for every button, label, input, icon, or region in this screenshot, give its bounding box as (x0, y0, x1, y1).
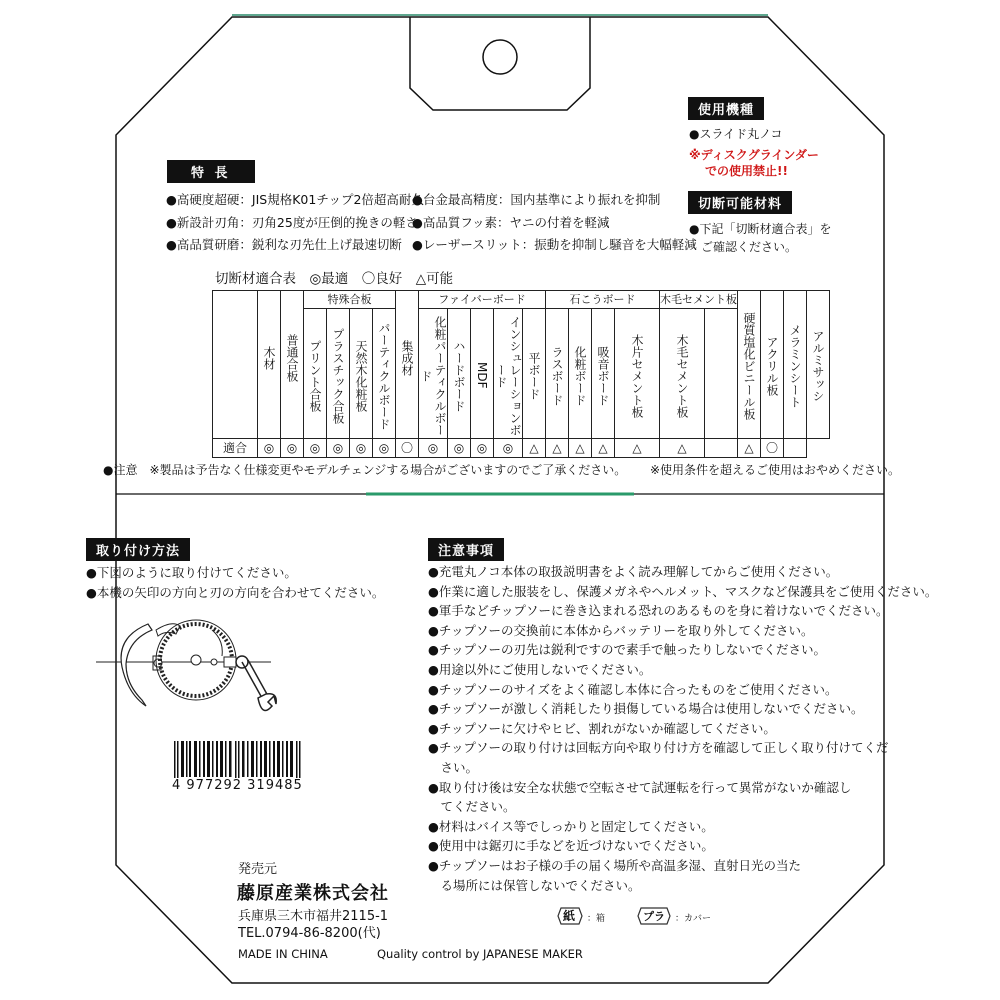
table-header-cell (807, 291, 830, 439)
feature-item: ●レーザースリット：振動を抑制し騒音を大幅軽減 (412, 237, 697, 252)
table-header-cell (738, 291, 761, 439)
column-label: 普通合板 (285, 333, 299, 382)
feature-item: ●高品質フッ素：ヤニの付着を軽減 (412, 214, 610, 230)
group-label: ファイバーボード (419, 291, 546, 309)
mark-cell: ◎ (419, 439, 448, 458)
caution-item: ●取り付け後は安全な状態で空転させて試運転を行って異常がないか確認し (428, 779, 852, 795)
paper-recycle-icon (555, 903, 585, 929)
mark-cell: △ (660, 439, 705, 458)
quality-control: Quality control by JAPANESE MAKER (377, 947, 583, 961)
column-label: 天然木化粧板 (354, 339, 368, 412)
caution-item: ●材料はバイス等でしっかりと固定してください。 (428, 818, 714, 834)
mounting-list (86, 563, 384, 602)
group-label: 特殊合板 (304, 291, 396, 309)
plastic-label: ：カバー (675, 914, 712, 924)
caution-item: ●充電丸ノコ本体の取扱説明書をよく読み理解してからご使用ください。 (428, 564, 839, 579)
column-label: ハードボード (452, 339, 466, 412)
feature-item: ●新設計刃角：刃角25度が圧倒的挽きの軽さ (166, 214, 418, 230)
feature-item: ●高硬度超硬：JIS規格K01チップ2倍超高耐久 (166, 192, 424, 207)
caution-item: ●軍手などチップソーに巻き込まれる恐れのあるものを身に着けないでください。 (428, 603, 889, 619)
mark-cell: △ (569, 439, 592, 458)
table-header-cell (660, 309, 705, 439)
table-header-cell (448, 309, 471, 439)
mark-cell: ◎ (448, 439, 471, 458)
caution-item: ●チップソーの刃先は鋭利ですので素手で触ったりしないでください。 (428, 642, 827, 658)
caution-item: ●チップソーが激しく消耗したり損傷している場合は使用しないでください。 (428, 701, 864, 717)
caution-item: ●チップソーに欠けやヒビ、割れがないか確認してください。 (428, 720, 776, 736)
table-header-cell (258, 291, 281, 439)
table-header-cell (471, 309, 494, 439)
mark-cell: ◎ (494, 439, 523, 458)
company-label: 発売元 (238, 862, 278, 877)
caution-item: ●作業に適した服装をし、保護メガネやヘルメット、マスクなど保護具をご使用ください。 (428, 583, 938, 599)
mark-cell: ◎ (281, 439, 304, 458)
column-label: 平ボード (527, 351, 541, 400)
caution-item: ●チップソーの取り付けは回転方向や取り付け方を確認して正しく取り付けてくだ (428, 740, 889, 756)
mark-cell: ◎ (350, 439, 373, 458)
mark-cell: ◎ (373, 439, 396, 458)
table-header-cell (592, 309, 615, 439)
column-label: MDF (475, 362, 489, 389)
caution-item: さい。 (428, 759, 479, 775)
compatibility-table (212, 290, 830, 458)
usage-title: 使用機種 (688, 97, 764, 120)
mark-cell: 〇 (396, 439, 419, 458)
mounting-item: ●下図のように取り付けてください。 (86, 565, 297, 580)
caution-item: ●チップソーのサイズをよく確認し本体に合ったものをご使用ください。 (428, 681, 838, 697)
caution-item: ●チップソーの交換前に本体からバッテリーを取り外してください。 (428, 622, 814, 638)
column-label: プリント合板 (308, 339, 322, 412)
mark-cell: ◎ (471, 439, 494, 458)
table-corner (213, 291, 258, 439)
table-legend: 切断材適合表 ◎最適 〇良好 △可能 (215, 271, 454, 287)
mark-cell: △ (523, 439, 546, 458)
table-header-cell (615, 309, 660, 439)
plastic-recycle-icon (635, 903, 673, 929)
table-row (213, 439, 830, 458)
table-header-cell (419, 309, 448, 439)
table-header-cell (523, 309, 546, 439)
table-header-cell (350, 309, 373, 439)
company-name: 藤原産業株式会社 (237, 883, 389, 904)
mark-cell: △ (615, 439, 660, 458)
mark-cell: ◎ (304, 439, 327, 458)
notice-right: ※使用条件を超えるご使用はおやめください。 (650, 463, 901, 477)
column-label: 化粧ボード (573, 345, 587, 406)
group-label: 木毛セメント板 (660, 291, 738, 309)
mark-cell: △ (738, 439, 761, 458)
features-left-list (166, 189, 424, 257)
plastic-mark-text: プラ (643, 910, 665, 923)
wrench-icon (236, 656, 276, 711)
caution-item: る場所には保管しないでください。 (428, 877, 641, 893)
table-header-cell (373, 309, 396, 439)
bolt-icon (224, 657, 236, 667)
caution-item: てください。 (428, 799, 516, 815)
caution-item: ●用途以外にご使用しないでください。 (428, 661, 652, 677)
column-label: 吸音ボード (596, 345, 610, 406)
hang-hole-icon (483, 40, 517, 74)
table-header-cell (304, 309, 327, 439)
usage-warning-2: での使用禁止!! (705, 164, 788, 178)
column-label: 木毛セメント板 (675, 333, 689, 418)
cuttable-line-1: ●下記「切断材適合表」を (689, 222, 832, 236)
column-label: メラミンシート (788, 324, 802, 408)
mark-cell: ◎ (258, 439, 281, 458)
flange-icon (121, 624, 152, 706)
features-right-list (412, 189, 697, 257)
mounting-title: 取り付け方法 (86, 538, 190, 561)
column-label: 化粧パーティクルボード (419, 315, 447, 436)
cuttable-title: 切断可能材料 (688, 191, 792, 214)
feature-item: ●台金最高精度：国内基準により振れを抑制 (412, 192, 661, 207)
table-header-cell (784, 291, 807, 439)
column-label: 硬質塩化ビニール板 (742, 312, 756, 420)
column-label: パーティクルボード (377, 321, 391, 430)
row-label: 適合 (213, 439, 258, 458)
group-label: 石こうボード (546, 291, 660, 309)
barcode-number: 4 977292 319485 (172, 778, 303, 793)
feature-item: ●高品質研磨：鋭利な刃先仕上げ最速切断 (166, 237, 402, 252)
table-header-cell (281, 291, 304, 439)
mounting-diagram (96, 612, 296, 727)
mounting-item: ●本機の矢印の方向と刃の方向を合わせてください。 (86, 584, 385, 600)
mark-cell: ◎ (327, 439, 350, 458)
notice-left: ●注意 ※製品は予告なく仕様変更やモデルチェンジする場合がございますのでご了承ください。 (103, 463, 627, 477)
cautions-title: 注意事項 (428, 538, 504, 561)
caution-item: ●チップソーはお子様の手の届く場所や高温多湿、直射日光の当た (428, 857, 802, 873)
caution-item: ●使用中は鋸刃に手などを近づけないでください。 (428, 838, 714, 854)
table-header-cell (569, 309, 592, 439)
column-label: プラスチック合板 (331, 327, 345, 424)
table-header-cell (546, 309, 569, 439)
column-label: インシュレーションボード (494, 315, 522, 436)
column-label: 木片セメント板 (630, 333, 644, 418)
table-header-cell (396, 291, 419, 439)
usage-warning-1: ※ディスクグラインダー (689, 148, 819, 162)
cautions-list (428, 562, 937, 895)
column-label: アクリル板 (765, 336, 779, 396)
column-label: 集成材 (400, 339, 414, 376)
mark-cell: 〇 (761, 439, 784, 458)
company-tel: TEL.0794-86-8200(代) (238, 926, 381, 941)
cuttable-line-2: ご確認ください。 (701, 240, 798, 254)
table-header-cell (761, 291, 784, 439)
table-header-cell (327, 309, 350, 439)
mark-cell: △ (546, 439, 569, 458)
mark-cell (705, 439, 738, 458)
column-label: 木材 (262, 345, 276, 370)
mark-cell: △ (592, 439, 615, 458)
table-header-cell (494, 309, 523, 439)
made-in: MADE IN CHINA (238, 947, 328, 961)
company-address: 兵庫県三木市福井2115-1 (238, 909, 389, 924)
paper-mark-text: 紙 (563, 909, 576, 923)
column-label: ラスボード (550, 345, 564, 406)
features-title: 特 長 (167, 160, 255, 183)
paper-label: ：箱 (587, 914, 606, 924)
usage-item: ●スライド丸ノコ (689, 127, 783, 141)
mark-cell (784, 439, 807, 458)
column-label: アルミサッシ (811, 330, 825, 402)
